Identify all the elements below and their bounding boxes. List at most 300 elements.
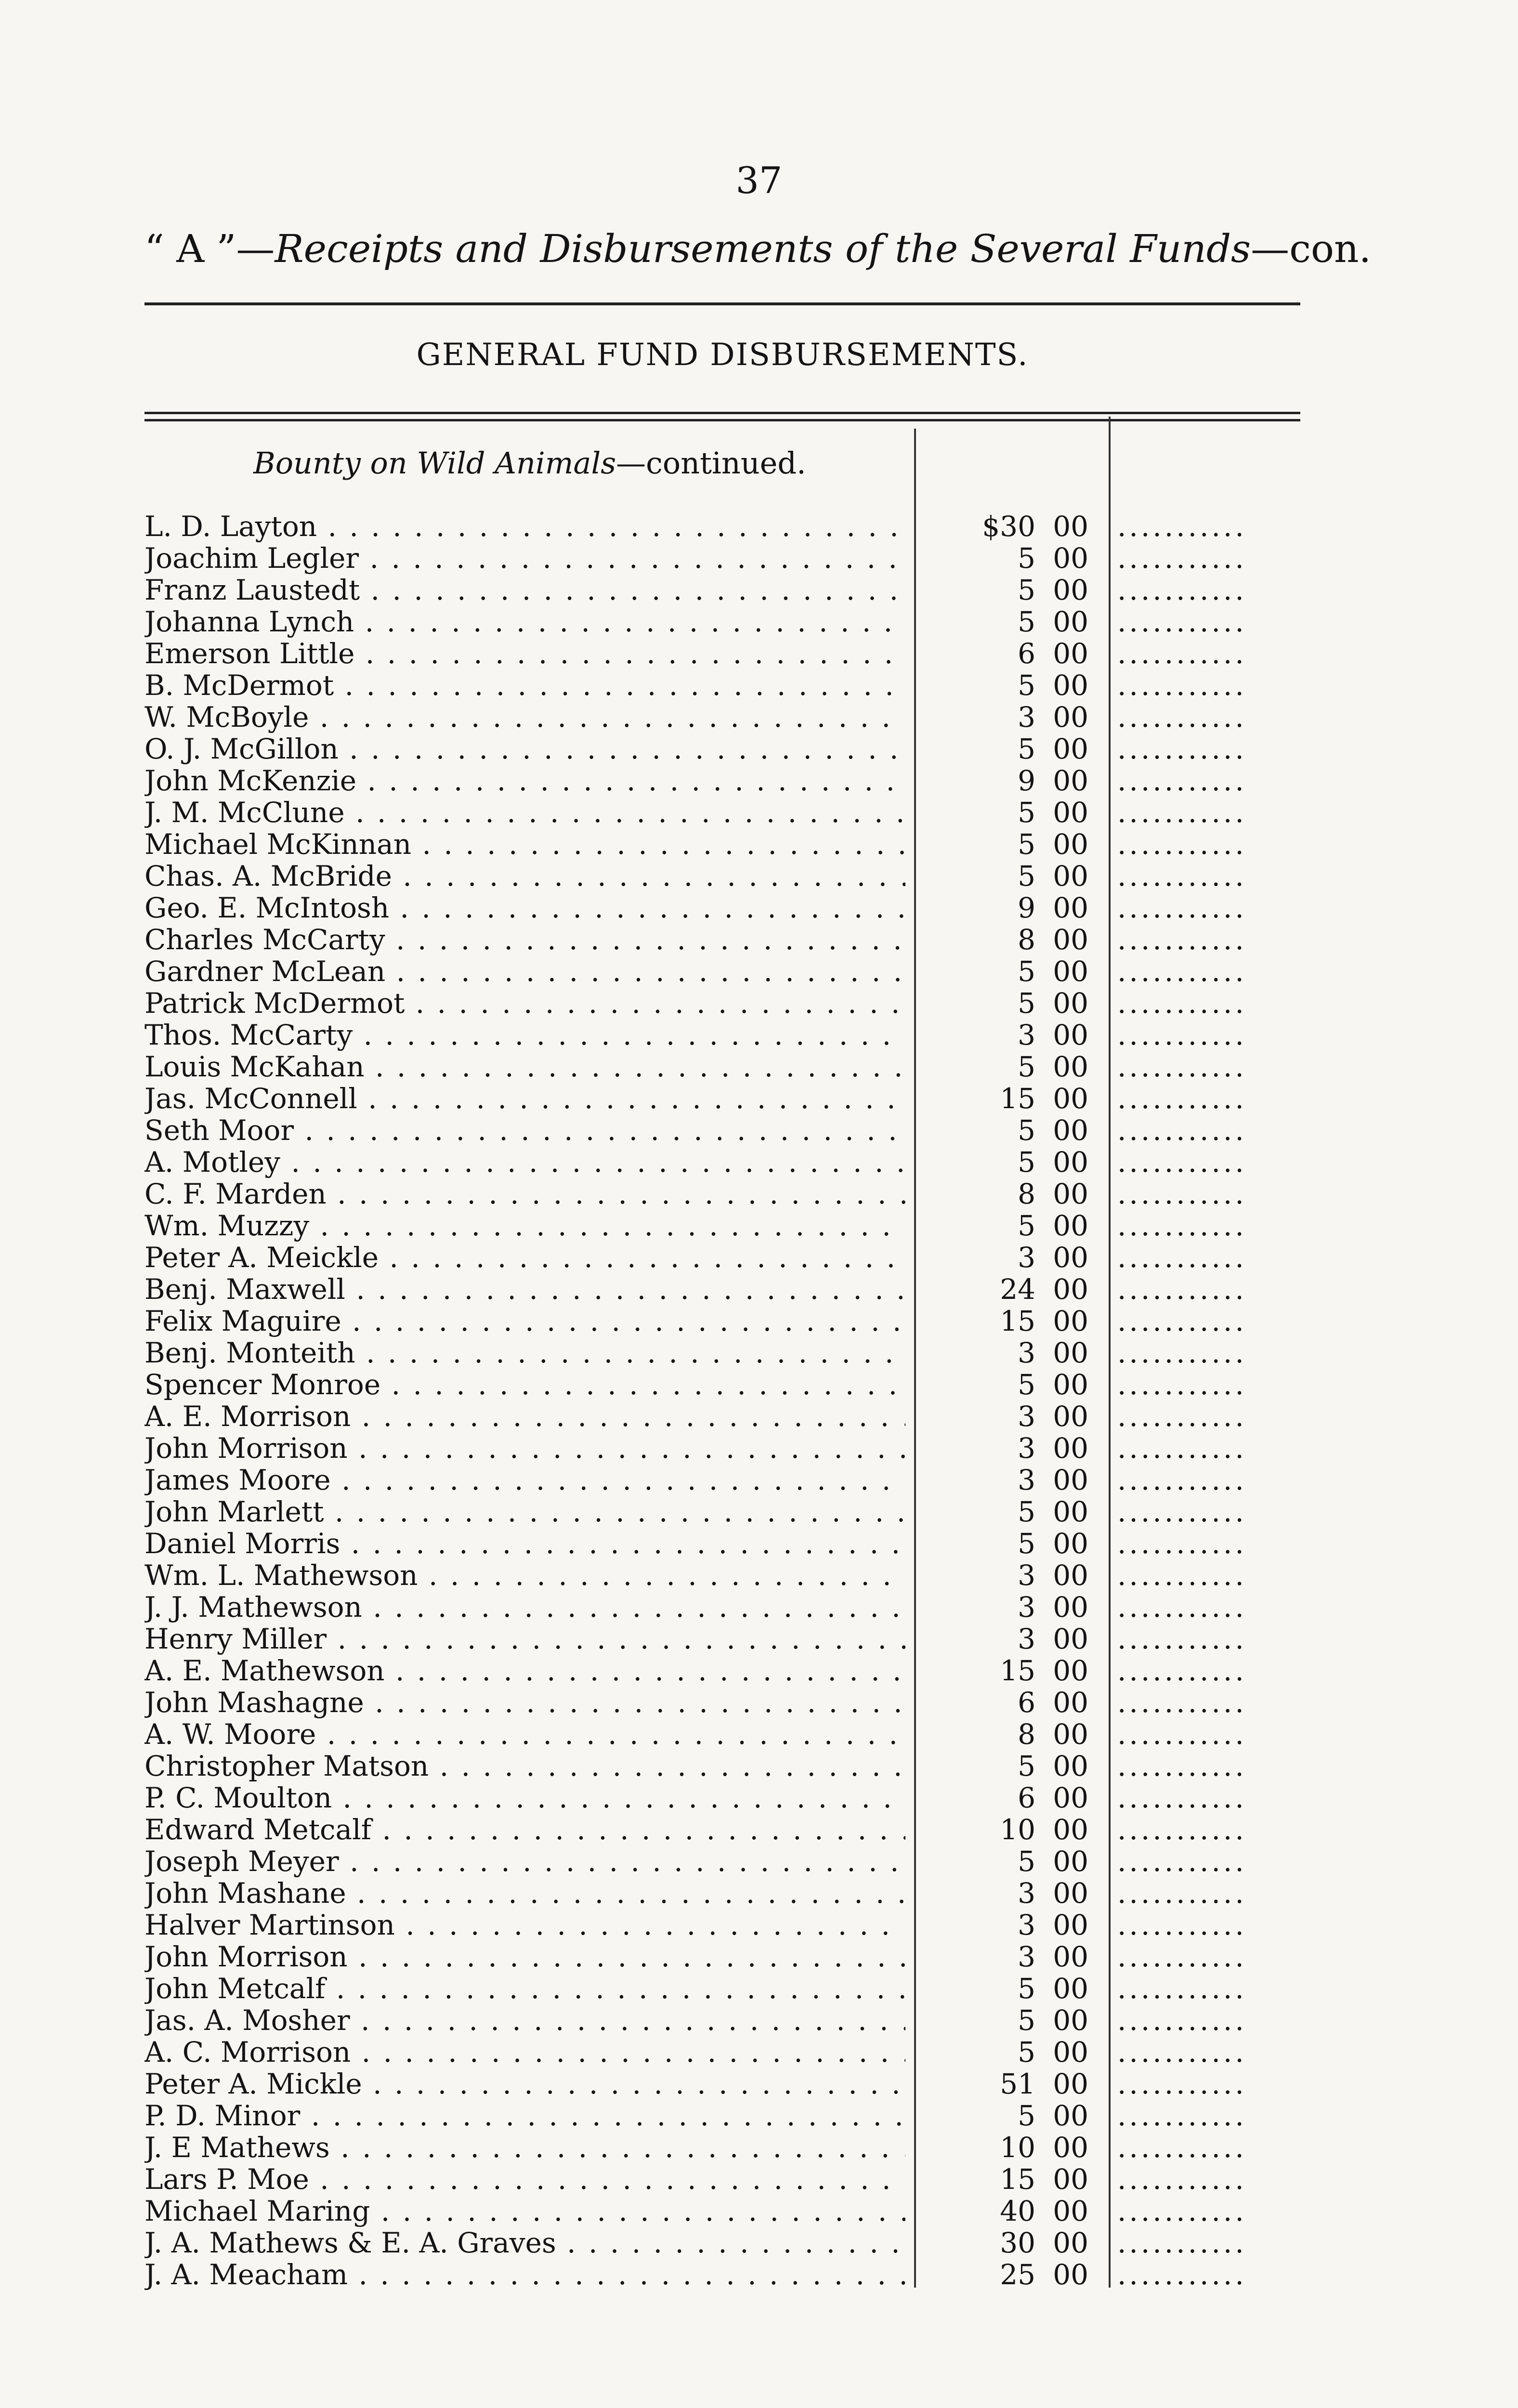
trailing-leader-dots: ........... (1117, 1750, 1247, 1782)
payee-name: Michael Maring . . . (144, 2195, 905, 2227)
payee-name: Charles McCarty . . . (144, 924, 905, 955)
amount-dollars: 5 (1018, 1972, 1035, 2005)
list-item (144, 1877, 1310, 1909)
amount (934, 860, 1088, 892)
disbursement-list (144, 510, 1310, 2290)
amount (934, 1877, 1088, 1909)
amount (934, 1146, 1088, 1178)
trailing-leader-dots: ........... (1117, 1178, 1247, 1210)
payee-name: J. A. Meacham . . . (144, 2259, 905, 2290)
amount (934, 638, 1088, 669)
amount (934, 1400, 1088, 1432)
trailing-leader-dots: ........... (1117, 1591, 1247, 1623)
amount (934, 510, 1088, 542)
payee-name: James Moore . . . (144, 1464, 905, 1496)
page-heading (144, 226, 1371, 271)
list-item (144, 542, 1310, 574)
payee-name: Joachim Legler . . . (144, 542, 905, 574)
amount-cents: 00 (1053, 860, 1088, 892)
list-item (144, 797, 1310, 828)
list-item (144, 1496, 1310, 1528)
amount (934, 1273, 1088, 1305)
trailing-leader-dots: ........... (1117, 733, 1247, 765)
amount (934, 1496, 1088, 1528)
section-title (144, 445, 915, 481)
payee-name: Lars P. Moe . . . (144, 2163, 905, 2195)
amount-cents: 00 (1053, 1273, 1088, 1306)
amount (934, 1083, 1088, 1114)
amount-cents: 00 (1053, 1368, 1088, 1401)
trailing-leader-dots: ........... (1117, 828, 1247, 860)
payee-name: L. D. Layton . . . (144, 510, 905, 542)
payee-name: Edward Metcalf . . . (144, 1814, 905, 1845)
trailing-leader-dots: ........... (1117, 1655, 1247, 1687)
amount (934, 1591, 1088, 1623)
amount-cents: 00 (1053, 701, 1088, 733)
payee-name: Daniel Morris . . . (144, 1528, 905, 1559)
trailing-leader-dots: ........... (1117, 1019, 1247, 1051)
list-item (144, 1305, 1310, 1337)
amount-cents: 00 (1053, 1654, 1088, 1687)
payee-name: Wm. Muzzy . . . (144, 1210, 905, 1242)
list-item (144, 1178, 1310, 1210)
amount-cents: 00 (1053, 764, 1088, 797)
amount (934, 1242, 1088, 1273)
amount-cents: 00 (1053, 1813, 1088, 1846)
amount (934, 2259, 1088, 2290)
payee-name: Michael McKinnan . . . (144, 828, 905, 860)
amount (934, 1814, 1088, 1845)
payee-name: Gardner McLean . . . (144, 955, 905, 987)
amount-cents: 00 (1053, 1432, 1088, 1465)
trailing-leader-dots: ........... (1117, 2004, 1247, 2036)
trailing-leader-dots: ........... (1117, 892, 1247, 924)
list-item (144, 1146, 1310, 1178)
amount-cents: 00 (1053, 2195, 1088, 2227)
list-item (144, 2004, 1310, 2036)
amount (934, 1750, 1088, 1782)
list-item (144, 1623, 1310, 1655)
heading-prefix: “ A ”— (144, 226, 275, 271)
list-item (144, 1655, 1310, 1687)
amount (934, 955, 1088, 987)
list-item (144, 1273, 1310, 1305)
amount-cents: 00 (1053, 1114, 1088, 1147)
amount-dollars: 5 (1018, 1146, 1035, 1178)
amount-cents: 00 (1053, 1495, 1088, 1528)
amount-dollars: 3 (1018, 1464, 1035, 1496)
trailing-leader-dots: ........... (1117, 1623, 1247, 1655)
amount-dollars: 3 (1018, 1623, 1035, 1655)
page-number: 37 (735, 159, 783, 202)
amount-dollars: 15 (1000, 2163, 1035, 2196)
amount-dollars: 5 (1018, 1368, 1035, 1401)
amount-dollars: 3 (1018, 1909, 1035, 1941)
amount-dollars: 3 (1018, 1241, 1035, 1274)
list-item (144, 1114, 1310, 1146)
amount-dollars: 6 (1018, 1781, 1035, 1814)
amount-dollars: 25 (1000, 2258, 1035, 2291)
amount-dollars: 5 (1018, 955, 1035, 988)
amount-dollars: 5 (1018, 2004, 1035, 2037)
list-item (144, 1718, 1310, 1750)
trailing-leader-dots: ........... (1117, 542, 1247, 574)
amount (934, 701, 1088, 733)
trailing-leader-dots: ........... (1117, 924, 1247, 955)
amount-dollars: 5 (1018, 574, 1035, 606)
amount (934, 1337, 1088, 1369)
list-item (144, 2036, 1310, 2068)
trailing-leader-dots: ........... (1117, 1909, 1247, 1941)
list-item (144, 2195, 1310, 2227)
trailing-leader-dots: ........... (1117, 1814, 1247, 1845)
list-item (144, 2163, 1310, 2195)
amount-dollars: 5 (1018, 828, 1035, 861)
payee-name: Thos. McCarty . . . (144, 1019, 905, 1051)
list-item (144, 955, 1310, 987)
amount-dollars: 10 (1000, 2131, 1035, 2164)
amount-cents: 00 (1053, 1781, 1088, 1814)
payee-name: John McKenzie . . . (144, 765, 905, 797)
trailing-leader-dots: ........... (1117, 1337, 1247, 1369)
list-item (144, 1973, 1310, 2004)
trailing-leader-dots: ........... (1117, 797, 1247, 828)
list-item (144, 2132, 1310, 2163)
trailing-leader-dots: ........... (1117, 510, 1247, 542)
amount-cents: 00 (1053, 669, 1088, 702)
payee-name: A. E. Mathewson . . . (144, 1655, 905, 1687)
amount-dollars: $30 (982, 510, 1035, 543)
payee-name: Christopher Matson . . . (144, 1750, 905, 1782)
trailing-leader-dots: ........... (1117, 2132, 1247, 2163)
amount (934, 1687, 1088, 1718)
amount (934, 2004, 1088, 2036)
amount-dollars: 30 (1000, 2226, 1035, 2259)
list-item (144, 860, 1310, 892)
payee-name: Henry Miller . . . (144, 1623, 905, 1655)
amount-cents: 00 (1053, 1750, 1088, 1782)
amount-cents: 00 (1053, 1527, 1088, 1560)
payee-name: Seth Moor . . . (144, 1114, 905, 1146)
amount-cents: 00 (1053, 1082, 1088, 1115)
amount-dollars: 5 (1018, 1495, 1035, 1528)
amount-cents: 00 (1053, 637, 1088, 670)
payee-name: John Mashagne . . . (144, 1687, 905, 1718)
heading-title: Receipts and Disbursements of the Several Funds (275, 226, 1251, 271)
amount-cents: 00 (1053, 2036, 1088, 2068)
trailing-leader-dots: ........... (1117, 2100, 1247, 2132)
amount-dollars: 15 (1000, 1654, 1035, 1687)
amount-dollars: 6 (1018, 637, 1035, 670)
trailing-leader-dots: ........... (1117, 1083, 1247, 1114)
amount (934, 924, 1088, 955)
amount-cents: 00 (1053, 574, 1088, 606)
payee-name: Geo. E. McIntosh . . . (144, 892, 905, 924)
amount-dollars: 5 (1018, 2099, 1035, 2132)
list-item (144, 987, 1310, 1019)
amount-cents: 00 (1053, 955, 1088, 988)
trailing-leader-dots: ........... (1117, 1210, 1247, 1242)
amount-cents: 00 (1053, 2226, 1088, 2259)
payee-name: P. C. Moulton . . . (144, 1782, 905, 1814)
payee-name: Johanna Lynch . . . (144, 606, 905, 638)
trailing-leader-dots: ........... (1117, 1273, 1247, 1305)
trailing-leader-dots: ........... (1117, 1687, 1247, 1718)
trailing-leader-dots: ........... (1117, 1496, 1247, 1528)
trailing-leader-dots: ........... (1117, 955, 1247, 987)
amount-cents: 00 (1053, 1909, 1088, 1941)
amount (934, 1559, 1088, 1591)
amount-cents: 00 (1053, 1241, 1088, 1274)
section-title-italic: Bounty on Wild Animals (253, 445, 616, 481)
trailing-leader-dots: ........... (1117, 606, 1247, 638)
payee-name: Benj. Maxwell . . . (144, 1273, 905, 1305)
payee-name: W. McBoyle . . . (144, 701, 905, 733)
payee-name: A. E. Morrison . . . (144, 1400, 905, 1432)
list-item (144, 1083, 1310, 1114)
amount (934, 733, 1088, 765)
amount (934, 892, 1088, 924)
payee-name: O. J. McGillon . . . (144, 733, 905, 765)
payee-name: C. F. Marden . . . (144, 1178, 905, 1210)
payee-name: Peter A. Mickle . . . (144, 2068, 905, 2100)
payee-name: John Metcalf . . . (144, 1973, 905, 2004)
list-item (144, 638, 1310, 669)
trailing-leader-dots: ........... (1117, 1973, 1247, 2004)
list-item (144, 574, 1310, 606)
payee-name: Emerson Little . . . (144, 638, 905, 669)
amount (934, 2227, 1088, 2259)
trailing-leader-dots: ........... (1117, 1051, 1247, 1083)
amount (934, 1718, 1088, 1750)
payee-name: Jas. McConnell . . . (144, 1083, 905, 1114)
amount-cents: 00 (1053, 1019, 1088, 1051)
amount-cents: 00 (1053, 2131, 1088, 2164)
amount-cents: 00 (1053, 796, 1088, 829)
amount-cents: 00 (1053, 1972, 1088, 2005)
amount-dollars: 5 (1018, 860, 1035, 892)
amount-dollars: 9 (1018, 891, 1035, 924)
payee-name: J. A. Mathews & E. A. Graves . . . (144, 2227, 905, 2259)
amount-dollars: 5 (1018, 987, 1035, 1020)
trailing-leader-dots: ........... (1117, 1146, 1247, 1178)
payee-name: John Morrison . . . (144, 1941, 905, 1973)
list-item (144, 1591, 1310, 1623)
list-item (144, 892, 1310, 924)
amount (934, 1623, 1088, 1655)
trailing-leader-dots: ........... (1117, 1718, 1247, 1750)
amount-dollars: 3 (1018, 1432, 1035, 1465)
payee-name: A. C. Morrison . . . (144, 2036, 905, 2068)
amount-dollars: 3 (1018, 1019, 1035, 1051)
amount-dollars: 5 (1018, 733, 1035, 765)
list-item (144, 1909, 1310, 1941)
amount (934, 1432, 1088, 1464)
payee-name: Halver Martinson . . . (144, 1909, 905, 1941)
double-rule-bottom (144, 419, 1300, 421)
amount (934, 797, 1088, 828)
trailing-leader-dots: ........... (1117, 1432, 1247, 1464)
amount (934, 1305, 1088, 1337)
trailing-leader-dots: ........... (1117, 987, 1247, 1019)
list-item (144, 1814, 1310, 1845)
amount-cents: 00 (1053, 2068, 1088, 2100)
amount-dollars: 5 (1018, 669, 1035, 702)
amount (934, 2036, 1088, 2068)
amount-dollars: 3 (1018, 701, 1035, 733)
amount-cents: 00 (1053, 1400, 1088, 1433)
amount-dollars: 5 (1018, 1527, 1035, 1560)
amount-dollars: 5 (1018, 1050, 1035, 1083)
list-item (144, 1369, 1310, 1400)
list-item (144, 1432, 1310, 1464)
trailing-leader-dots: ........... (1117, 860, 1247, 892)
amount-dollars: 6 (1018, 1686, 1035, 1719)
amount-dollars: 3 (1018, 1559, 1035, 1592)
amount (934, 542, 1088, 574)
amount-dollars: 3 (1018, 1400, 1035, 1433)
amount-dollars: 9 (1018, 764, 1035, 797)
amount (934, 1114, 1088, 1146)
amount-cents: 00 (1053, 733, 1088, 765)
payee-name: Wm. L. Mathewson . . . (144, 1559, 905, 1591)
amount (934, 1464, 1088, 1496)
list-item (144, 1400, 1310, 1432)
payee-name: J. E Mathews . . . (144, 2132, 905, 2163)
trailing-leader-dots: ........... (1117, 1242, 1247, 1273)
amount-cents: 00 (1053, 1464, 1088, 1496)
list-item (144, 2068, 1310, 2100)
trailing-leader-dots: ........... (1117, 1877, 1247, 1909)
payee-name: J. M. McClune . . . (144, 797, 905, 828)
trailing-leader-dots: ........... (1117, 1114, 1247, 1146)
amount-cents: 00 (1053, 1305, 1088, 1337)
double-rule-top (144, 412, 1300, 414)
payee-name: B. McDermot . . . (144, 669, 905, 701)
list-item (144, 701, 1310, 733)
amount-cents: 00 (1053, 891, 1088, 924)
amount-cents: 00 (1053, 1845, 1088, 1878)
list-item (144, 510, 1310, 542)
payee-name: A. W. Moore . . . (144, 1718, 905, 1750)
list-item (144, 1845, 1310, 1877)
list-item (144, 765, 1310, 797)
amount-cents: 00 (1053, 1686, 1088, 1719)
trailing-leader-dots: ........... (1117, 2227, 1247, 2259)
amount (934, 1782, 1088, 1814)
payee-name: A. Motley . . . (144, 1146, 905, 1178)
trailing-leader-dots: ........... (1117, 701, 1247, 733)
payee-name: John Morrison . . . (144, 1432, 905, 1464)
amount-dollars: 5 (1018, 1114, 1035, 1147)
list-item (144, 1687, 1310, 1718)
amount-dollars: 51 (1000, 2068, 1035, 2100)
amount-dollars: 8 (1018, 1178, 1035, 1210)
amount (934, 2100, 1088, 2132)
amount-cents: 00 (1053, 1209, 1088, 1242)
payee-name: Spencer Monroe . . . (144, 1369, 905, 1400)
amount-cents: 00 (1053, 1050, 1088, 1083)
amount-cents: 00 (1053, 1940, 1088, 1973)
list-item (144, 1782, 1310, 1814)
amount (934, 1528, 1088, 1559)
amount (934, 987, 1088, 1019)
amount-dollars: 5 (1018, 2036, 1035, 2068)
amount-dollars: 5 (1018, 605, 1035, 638)
amount (934, 574, 1088, 606)
amount-dollars: 3 (1018, 1336, 1035, 1369)
list-item (144, 733, 1310, 765)
payee-name: Joseph Meyer . . . (144, 1845, 905, 1877)
amount-cents: 00 (1053, 1336, 1088, 1369)
amount-dollars: 15 (1000, 1082, 1035, 1115)
payee-name: Benj. Monteith . . . (144, 1337, 905, 1369)
list-item (144, 828, 1310, 860)
trailing-leader-dots: ........... (1117, 1782, 1247, 1814)
payee-name: P. D. Minor . . . (144, 2100, 905, 2132)
trailing-leader-dots: ........... (1117, 765, 1247, 797)
amount (934, 1369, 1088, 1400)
trailing-leader-dots: ........... (1117, 2259, 1247, 2290)
trailing-leader-dots: ........... (1117, 1845, 1247, 1877)
trailing-leader-dots: ........... (1117, 2195, 1247, 2227)
list-item (144, 1242, 1310, 1273)
amount-dollars: 3 (1018, 1940, 1035, 1973)
payee-name: Louis McKahan . . . (144, 1051, 905, 1083)
amount (934, 1655, 1088, 1687)
section-title-rest: —continued. (616, 445, 806, 481)
amount-dollars: 5 (1018, 796, 1035, 829)
amount-cents: 00 (1053, 1877, 1088, 1910)
amount-cents: 00 (1053, 605, 1088, 638)
heading-suffix: —con. (1251, 226, 1371, 271)
amount (934, 1909, 1088, 1941)
list-item (144, 1559, 1310, 1591)
trailing-leader-dots: ........... (1117, 1559, 1247, 1591)
amount (934, 1845, 1088, 1877)
payee-name: Peter A. Meickle . . . (144, 1242, 905, 1273)
amount (934, 1973, 1088, 2004)
amount-cents: 00 (1053, 1718, 1088, 1751)
list-item (144, 1337, 1310, 1369)
amount-dollars: 5 (1018, 1845, 1035, 1878)
payee-name: Chas. A. McBride . . . (144, 860, 905, 892)
trailing-leader-dots: ........... (1117, 1464, 1247, 1496)
amount-cents: 00 (1053, 542, 1088, 575)
amount (934, 2068, 1088, 2100)
trailing-leader-dots: ........... (1117, 2163, 1247, 2195)
list-item (144, 1051, 1310, 1083)
amount (934, 765, 1088, 797)
amount-cents: 00 (1053, 1146, 1088, 1178)
trailing-leader-dots: ........... (1117, 1369, 1247, 1400)
amount-dollars: 10 (1000, 1813, 1035, 1846)
amount-dollars: 24 (1000, 1273, 1035, 1306)
amount (934, 2163, 1088, 2195)
amount (934, 1178, 1088, 1210)
trailing-leader-dots: ........... (1117, 638, 1247, 669)
list-item (144, 606, 1310, 638)
amount-dollars: 15 (1000, 1305, 1035, 1337)
amount (934, 2195, 1088, 2227)
list-item (144, 1210, 1310, 1242)
list-item (144, 1750, 1310, 1782)
list-item (144, 924, 1310, 955)
amount (934, 2132, 1088, 2163)
payee-name: Jas. A. Mosher . . . (144, 2004, 905, 2036)
amount (934, 1210, 1088, 1242)
amount-cents: 00 (1053, 2099, 1088, 2132)
